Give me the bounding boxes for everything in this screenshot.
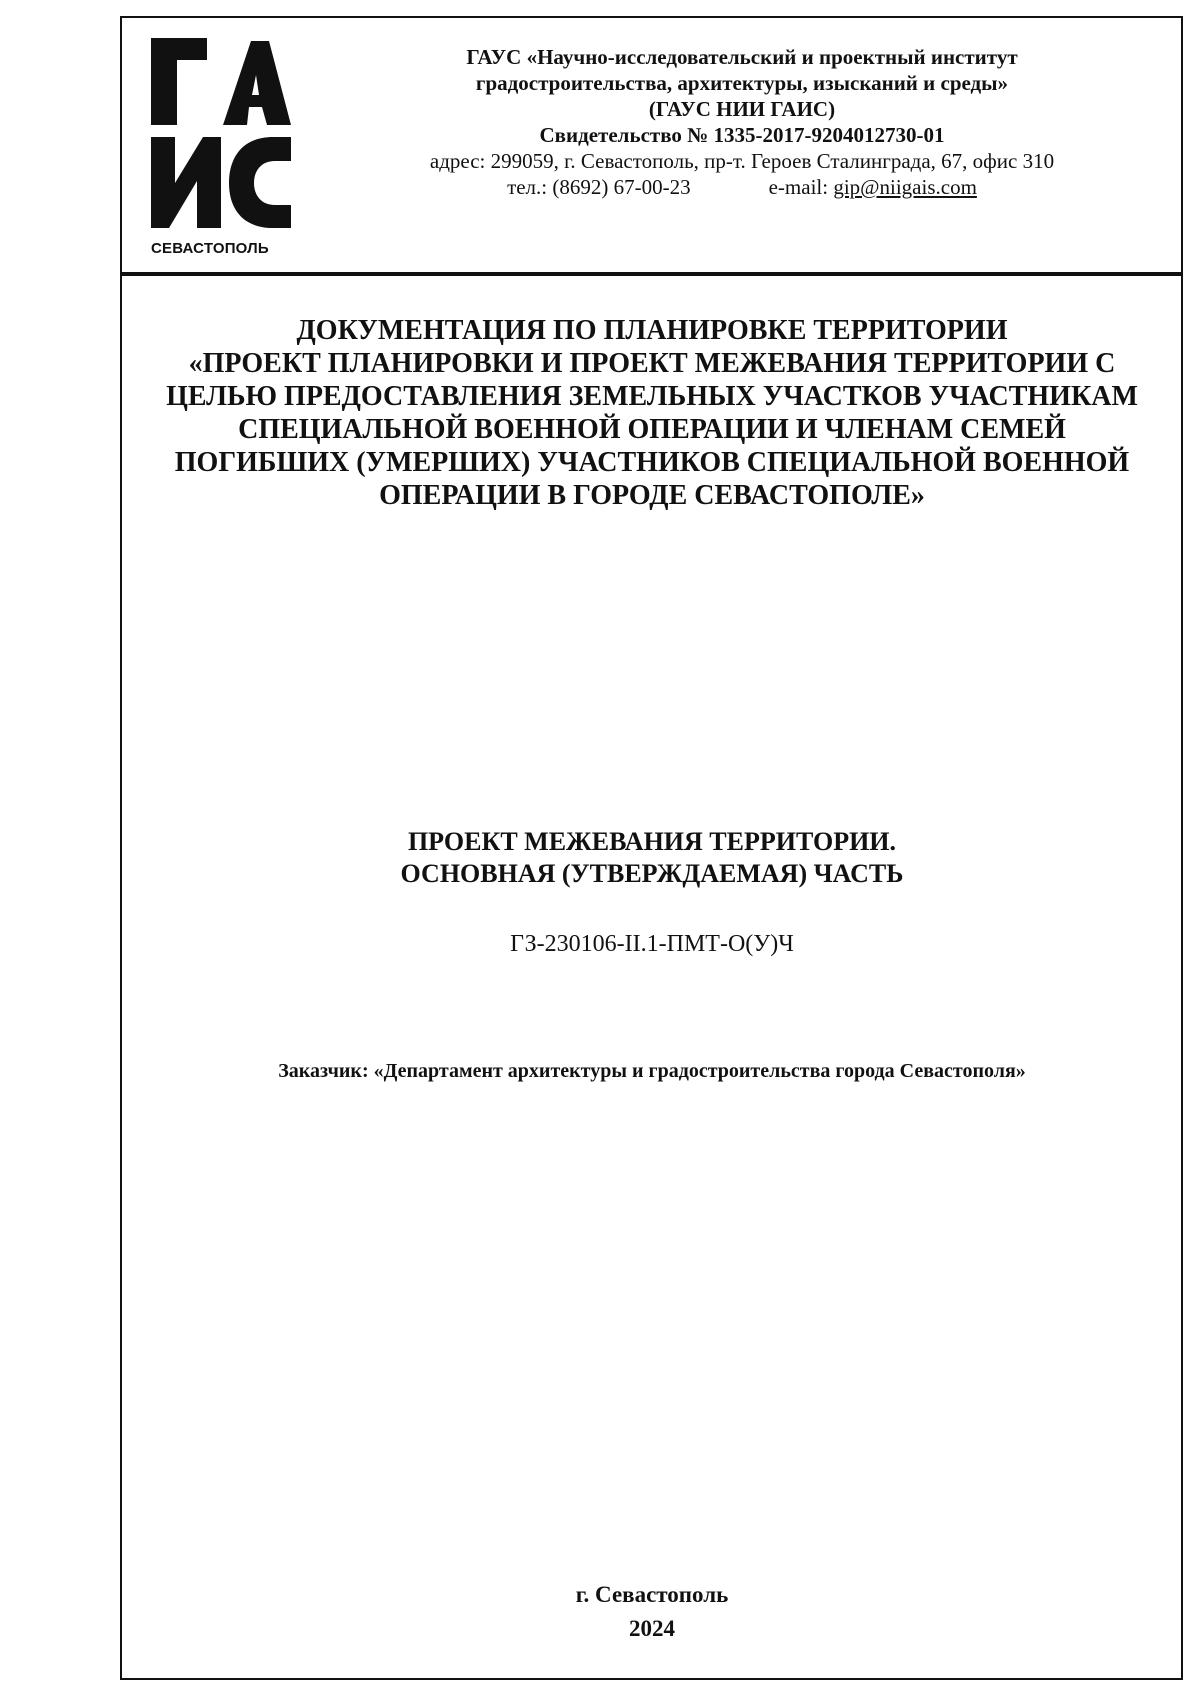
org-name-line-1: ГАУС «Научно-исследовательский и проектный институт xyxy=(466,45,1018,69)
footer-place-year xyxy=(152,1578,1152,1646)
gaus-gais-logo-icon xyxy=(151,33,291,273)
document-title-line: ОПЕРАЦИИ В ГОРОДЕ СЕВАСТОПОЛЕ» xyxy=(379,480,925,511)
document-title-line: СПЕЦИАЛЬНОЙ ВОЕННОЙ ОПЕРАЦИИ И ЧЛЕНАМ СЕМЕЙ xyxy=(238,414,1066,445)
document-code: ГЗ-230106-II.1-ПМТ-О(У)Ч xyxy=(510,931,794,957)
document-header xyxy=(122,18,1181,276)
section-title xyxy=(152,826,1152,890)
document-title-line: ЦЕЛЬЮ ПРЕДОСТАВЛЕНИЯ ЗЕМЕЛЬНЫХ УЧАСТКОВ УЧАСТНИКАМ xyxy=(166,381,1138,412)
org-email-link[interactable]: gip@niigais.com xyxy=(833,175,977,199)
section-title-line: ОСНОВНАЯ (УТВЕРЖДАЕМАЯ) ЧАСТЬ xyxy=(400,859,904,888)
logo-mark xyxy=(151,33,291,228)
document-title-line: «ПРОЕКТ ПЛАНИРОВКИ И ПРОЕКТ МЕЖЕВАНИЯ ТЕРРИТОРИИ С xyxy=(188,348,1116,379)
logo-caption: СЕВАСТОПОЛЬ xyxy=(151,240,269,257)
footer-year: 2024 xyxy=(629,1616,675,1641)
org-name-line-2: градостроительства, архитектуры, изысканий и среды» xyxy=(475,71,1009,95)
organization-info xyxy=(322,44,1162,200)
document-title xyxy=(152,314,1152,512)
org-email-label: e-mail: xyxy=(768,175,834,199)
org-phone: тел.: (8692) 67-00-23 xyxy=(507,175,691,199)
footer-city: г. Севастополь xyxy=(575,1582,729,1607)
page-frame xyxy=(120,16,1183,1680)
client-line: Заказчик: «Департамент архитектуры и градостроительства города Севастополя» xyxy=(278,1060,1026,1082)
document-title-line: ДОКУМЕНТАЦИЯ ПО ПЛАНИРОВКЕ ТЕРРИТОРИИ xyxy=(296,315,1008,346)
section-title-line: ПРОЕКТ МЕЖЕВАНИЯ ТЕРРИТОРИИ. xyxy=(407,827,897,856)
org-address: адрес: 299059, г. Севастополь, пр-т. Героев Сталинграда, 67, офис 310 xyxy=(429,149,1055,173)
org-contacts xyxy=(322,174,1162,200)
org-certificate: Свидетельство № 1335-2017-9204012730-01 xyxy=(539,123,945,147)
org-short-name: (ГАУС НИИ ГАИС) xyxy=(648,97,836,121)
document-title-line: ПОГИБШИХ (УМЕРШИХ) УЧАСТНИКОВ СПЕЦИАЛЬНОЙ ВОЕННОЙ xyxy=(174,447,1130,478)
